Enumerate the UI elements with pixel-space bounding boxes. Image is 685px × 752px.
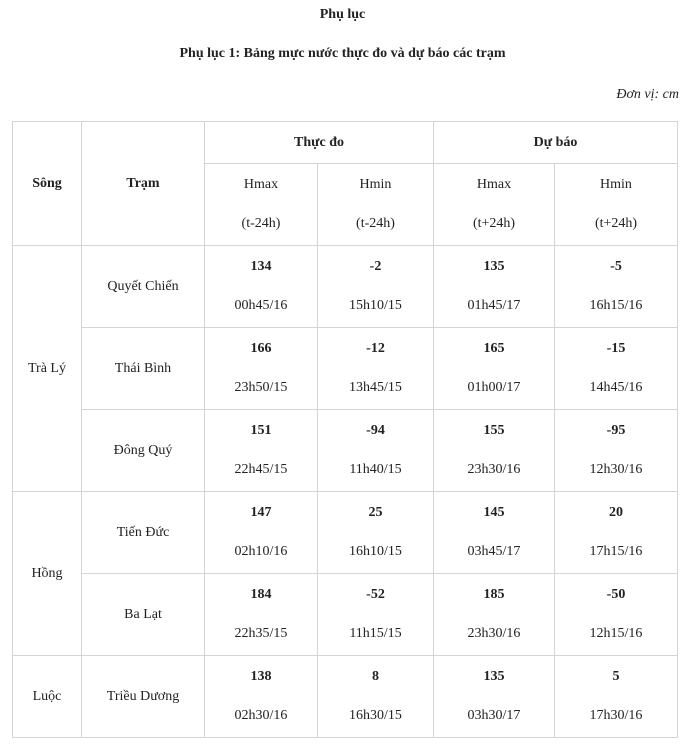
level-time: 12h30/16: [589, 462, 643, 477]
level-value: -5: [610, 259, 622, 274]
header-observed: Thực đo: [205, 122, 434, 164]
level-value: -52: [366, 587, 385, 602]
level-value: -94: [366, 423, 385, 438]
forecast-hmin-cell: [555, 656, 678, 738]
level-time: 15h10/15: [349, 298, 402, 313]
header-subcolumn-period: (t+24h): [472, 216, 516, 231]
level-time: 16h30/15: [349, 708, 402, 723]
table-row: [13, 492, 678, 574]
level-value: 5: [612, 669, 620, 684]
header-subcolumn-name: Hmin: [600, 177, 632, 192]
station-name: Triều Dương: [82, 656, 205, 738]
river-name: Luộc: [13, 656, 82, 738]
observed-hmin-cell: [318, 410, 434, 492]
level-value: 184: [250, 587, 272, 602]
table-row: [13, 246, 678, 328]
level-value: -12: [366, 341, 385, 356]
level-value: 25: [368, 505, 383, 520]
forecast-hmax-cell: [434, 246, 555, 328]
level-time: 17h30/16: [589, 708, 643, 723]
forecast-hmin-cell: [555, 246, 678, 328]
header-observed-hmax: [205, 164, 318, 246]
forecast-hmax-cell: [434, 410, 555, 492]
forecast-hmax-cell: [434, 328, 555, 410]
header-forecast: Dự báo: [434, 122, 678, 164]
level-time: 14h45/16: [589, 380, 643, 395]
level-value: -2: [369, 259, 382, 274]
level-time: 03h30/17: [467, 708, 521, 723]
level-value: 135: [483, 259, 505, 274]
level-value: 147: [250, 505, 272, 520]
river-name: Trà Lý: [13, 246, 82, 492]
level-time: 02h10/16: [234, 544, 288, 559]
level-value: 155: [483, 423, 505, 438]
level-time: 22h45/15: [234, 462, 288, 477]
observed-hmax-cell: [205, 328, 318, 410]
level-time: 11h40/15: [349, 462, 402, 477]
level-time: 00h45/16: [234, 298, 288, 313]
level-time: 12h15/16: [589, 626, 643, 641]
header-subcolumn-period: (t+24h): [594, 216, 638, 231]
level-time: 23h30/16: [467, 626, 521, 641]
observed-hmin-cell: [318, 656, 434, 738]
level-time: 01h45/17: [467, 298, 521, 313]
observed-hmax-cell: [205, 574, 318, 656]
table-row: [13, 410, 678, 492]
station-name: Thái Bình: [82, 328, 205, 410]
table-row: [13, 574, 678, 656]
observed-hmin-cell: [318, 328, 434, 410]
level-time: 23h30/16: [467, 462, 521, 477]
observed-hmin-cell: [318, 574, 434, 656]
station-name: Ba Lạt: [82, 574, 205, 656]
header-subcolumn-period: (t-24h): [241, 216, 281, 231]
level-time: 11h15/15: [349, 626, 402, 641]
level-time: 23h50/15: [234, 380, 288, 395]
header-subcolumn-name: Hmin: [359, 177, 392, 192]
level-time: 22h35/15: [234, 626, 288, 641]
station-name: Quyết Chiến: [82, 246, 205, 328]
table-row: [13, 656, 678, 738]
forecast-hmin-cell: [555, 492, 678, 574]
level-time: 01h00/17: [467, 380, 521, 395]
observed-hmax-cell: [205, 492, 318, 574]
level-time: 16h15/16: [589, 298, 643, 313]
header-observed-hmin: [318, 164, 434, 246]
station-name: Tiến Đức: [82, 492, 205, 574]
header-subcolumn-name: Hmax: [476, 177, 512, 192]
level-value: 165: [483, 341, 505, 356]
level-value: 166: [250, 341, 272, 356]
station-name: Đông Quý: [82, 410, 205, 492]
forecast-hmin-cell: [555, 574, 678, 656]
header-river: Sông: [13, 122, 82, 246]
level-time: 16h10/15: [349, 544, 402, 559]
level-value: 135: [483, 669, 505, 684]
observed-hmax-cell: [205, 246, 318, 328]
level-value: -15: [606, 341, 626, 356]
header-forecast-hmax: [434, 164, 555, 246]
observed-hmin-cell: [318, 492, 434, 574]
level-time: 03h45/17: [467, 544, 521, 559]
level-value: -95: [606, 423, 626, 438]
level-time: 02h30/16: [234, 708, 288, 723]
level-value: 134: [250, 259, 272, 274]
forecast-hmax-cell: [434, 574, 555, 656]
table-caption: Phụ lục 1: Bảng mực nước thực đo và dự báo các trạm: [179, 46, 506, 61]
header-subcolumn-period: (t-24h): [356, 216, 395, 231]
page-title: Phụ lục: [319, 7, 366, 22]
header-forecast-hmin: [555, 164, 678, 246]
level-value: 185: [483, 587, 505, 602]
forecast-hmin-cell: [555, 328, 678, 410]
level-value: 20: [609, 505, 623, 520]
level-time: 13h45/15: [349, 380, 402, 395]
level-value: 145: [483, 505, 505, 520]
forecast-hmin-cell: [555, 410, 678, 492]
header-subcolumn-name: Hmax: [243, 177, 279, 192]
level-value: 8: [372, 669, 379, 684]
table-row: [13, 328, 678, 410]
forecast-hmax-cell: [434, 656, 555, 738]
observed-hmax-cell: [205, 410, 318, 492]
level-value: 138: [250, 669, 272, 684]
observed-hmax-cell: [205, 656, 318, 738]
river-name: Hồng: [13, 492, 82, 656]
water-level-table: [12, 121, 678, 738]
unit-note: Đơn vị: cm: [616, 87, 679, 102]
forecast-hmax-cell: [434, 492, 555, 574]
level-time: 17h15/16: [589, 544, 643, 559]
header-station: Trạm: [82, 122, 205, 246]
level-value: -50: [606, 587, 626, 602]
level-value: 151: [250, 423, 272, 438]
observed-hmin-cell: [318, 246, 434, 328]
